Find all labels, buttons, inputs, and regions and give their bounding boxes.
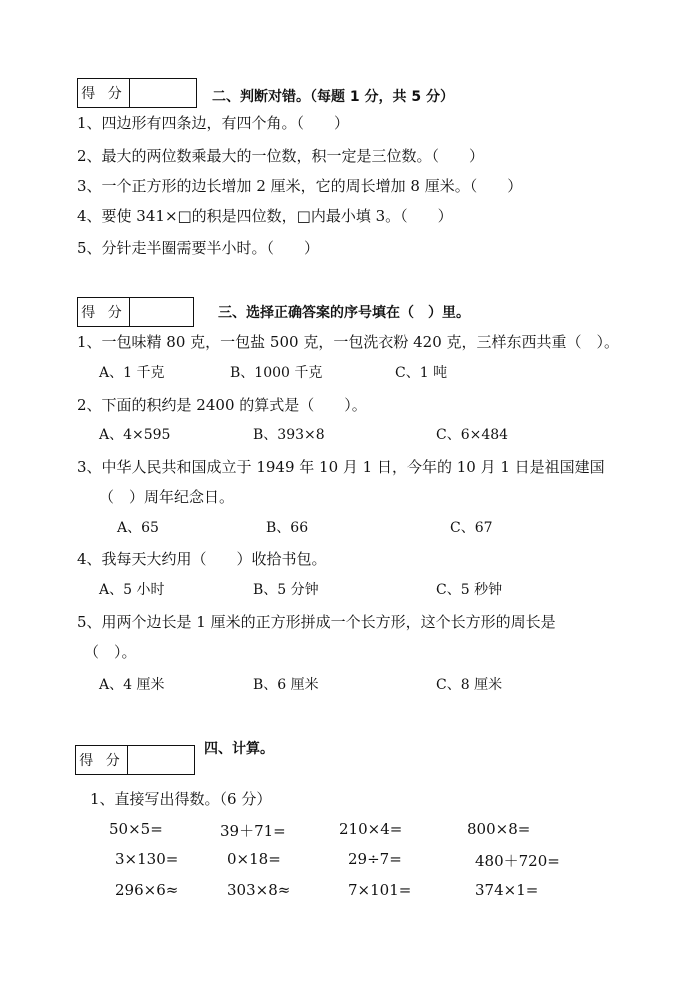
calc-item: 303×8≈	[227, 881, 291, 899]
section4-title: 四、计算。	[204, 741, 274, 757]
score-box-section3	[77, 297, 194, 327]
judge-item-2: 2、最大的两位数乘最大的一位数，积一定是三位数。（ ）	[77, 147, 485, 165]
section3-title: 三、选择正确答案的序号填在（ ）里。	[218, 305, 470, 321]
choice-q4-option-a: A、5 小时	[99, 582, 165, 598]
choice-q5-option-c: C、8 厘米	[436, 677, 503, 693]
score-label: 得 分	[78, 298, 130, 326]
choice-q1: 1、一包味精 80 克，一包盐 500 克，一包洗衣粉 420 克，三样东西共重（ ）。	[77, 333, 620, 351]
score-field[interactable]	[130, 79, 196, 107]
calc-item: 50×5=	[109, 820, 163, 838]
calc-item: 39＋71=	[220, 822, 286, 840]
score-box-section4	[75, 745, 195, 775]
calc-item: 296×6≈	[115, 881, 179, 899]
judge-item-4: 4、要使 341×□的积是四位数，□内最小填 3。（ ）	[77, 207, 453, 225]
score-field[interactable]	[128, 746, 194, 774]
choice-q2-option-c: C、6×484	[436, 427, 509, 443]
choice-q3-option-b: B、66	[266, 520, 309, 536]
calc-sub1-title: 1、直接写出得数。（6 分）	[90, 790, 272, 808]
choice-q1-option-c: C、1 吨	[395, 365, 448, 381]
calc-item: 3×130=	[115, 850, 179, 868]
choice-q5-option-a: A、4 厘米	[99, 677, 165, 693]
judge-item-5: 5、分针走半圈需要半小时。（ ）	[77, 239, 320, 257]
choice-q2-option-b: B、393×8	[253, 427, 325, 443]
score-label: 得 分	[78, 79, 130, 107]
choice-q4-option-b: B、5 分钟	[253, 582, 319, 598]
choice-q5-line1: 5、用两个边长是 1 厘米的正方形拼成一个长方形，这个长方形的周长是	[77, 613, 556, 631]
calc-item: 210×4=	[339, 820, 403, 838]
score-label: 得 分	[76, 746, 128, 774]
choice-q4-option-c: C、5 秒钟	[436, 582, 503, 598]
calc-item: 0×18=	[227, 850, 281, 868]
calc-item: 29÷7=	[348, 850, 402, 868]
calc-item: 7×101=	[348, 881, 412, 899]
choice-q5-option-b: B、6 厘米	[253, 677, 319, 693]
score-box-section2	[77, 78, 197, 108]
calc-item: 374×1=	[475, 881, 539, 899]
calc-item: 480＋720=	[475, 852, 560, 870]
judge-item-1: 1、四边形有四条边，有四个角。（ ）	[77, 114, 350, 132]
choice-q4: 4、我每天大约用（ ）收拾书包。	[77, 550, 327, 568]
score-field[interactable]	[130, 298, 193, 326]
section2-title: 二、判断对错。（每题 1 分，共 5 分）	[212, 89, 454, 105]
calc-item: 800×8=	[467, 820, 531, 838]
choice-q3-line2: （ ）周年纪念日。	[99, 488, 235, 506]
choice-q3-line1: 3、中华人民共和国成立于 1949 年 10 月 1 日，今年的 10 月 1 日是祖国建国	[77, 458, 605, 476]
choice-q2: 2、下面的积约是 2400 的算式是（ ）。	[77, 396, 367, 414]
choice-q1-option-a: A、1 千克	[99, 365, 165, 381]
choice-q3-option-a: A、65	[117, 520, 159, 536]
choice-q2-option-a: A、4×595	[99, 427, 171, 443]
choice-q3-option-c: C、67	[450, 520, 493, 536]
choice-q1-option-b: B、1000 千克	[230, 365, 323, 381]
choice-q5-line2: （ ）。	[84, 643, 137, 661]
judge-item-3: 3、一个正方形的边长增加 2 厘米，它的周长增加 8 厘米。（ ）	[77, 177, 523, 195]
